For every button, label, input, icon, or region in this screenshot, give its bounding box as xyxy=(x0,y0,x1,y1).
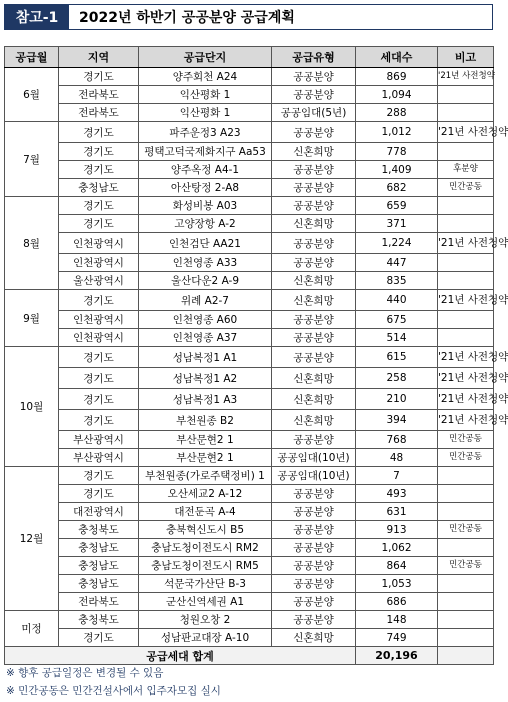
month-cell: 6월 xyxy=(5,68,59,122)
note-cell: '21년 사전청약 xyxy=(438,410,494,431)
note-cell xyxy=(438,311,494,329)
table-row xyxy=(5,521,494,539)
note-cell xyxy=(438,467,494,485)
units-cell: 1,224 xyxy=(356,233,438,254)
type-cell: 신혼희망 xyxy=(272,215,356,233)
type-cell: 신혼희망 xyxy=(272,389,356,410)
note-cell: '21년 사전청약 xyxy=(438,368,494,389)
table-row xyxy=(5,431,494,449)
type-cell: 공공분양 xyxy=(272,179,356,197)
region-cell: 충청북도 xyxy=(59,521,139,539)
type-cell: 공공분양 xyxy=(272,233,356,254)
complex-cell: 성남판교대장 A-10 xyxy=(139,629,272,647)
type-cell: 공공분양 xyxy=(272,575,356,593)
note-cell xyxy=(438,485,494,503)
table-row xyxy=(5,503,494,521)
region-cell: 경기도 xyxy=(59,389,139,410)
table-row xyxy=(5,215,494,233)
type-cell: 공공분양 xyxy=(272,86,356,104)
title-bar xyxy=(4,4,493,30)
note-cell: 후분양 xyxy=(438,161,494,179)
complex-cell: 익산평화 1 xyxy=(139,104,272,122)
note-cell xyxy=(438,86,494,104)
note-cell: '21년 사전청약 xyxy=(438,290,494,311)
region-cell: 충청남도 xyxy=(59,557,139,575)
header-month: 공급월 xyxy=(5,47,59,68)
total-note xyxy=(438,647,494,665)
units-cell: 1,094 xyxy=(356,86,438,104)
type-cell: 공공분양 xyxy=(272,161,356,179)
complex-cell: 울산다운2 A-9 xyxy=(139,272,272,290)
region-cell: 대전광역시 xyxy=(59,503,139,521)
units-cell: 148 xyxy=(356,611,438,629)
note-cell: '21년 사전청약 xyxy=(438,389,494,410)
note-cell: '21년 사전청약 xyxy=(438,347,494,368)
type-cell: 공공분양 xyxy=(272,503,356,521)
region-cell: 전라북도 xyxy=(59,593,139,611)
units-cell: 48 xyxy=(356,449,438,467)
type-cell: 공공분양 xyxy=(272,197,356,215)
table-row xyxy=(5,254,494,272)
type-cell: 공공임대(10년) xyxy=(272,467,356,485)
units-cell: 258 xyxy=(356,368,438,389)
table-row xyxy=(5,485,494,503)
units-cell: 371 xyxy=(356,215,438,233)
table-row xyxy=(5,161,494,179)
region-cell: 충청북도 xyxy=(59,611,139,629)
units-cell: 749 xyxy=(356,629,438,647)
complex-cell: 위례 A2-7 xyxy=(139,290,272,311)
note-cell xyxy=(438,611,494,629)
units-cell: 615 xyxy=(356,347,438,368)
region-cell: 경기도 xyxy=(59,215,139,233)
note-cell xyxy=(438,272,494,290)
total-row xyxy=(5,647,494,665)
table-row xyxy=(5,272,494,290)
region-cell: 충청남도 xyxy=(59,575,139,593)
units-cell: 682 xyxy=(356,179,438,197)
note-cell xyxy=(438,215,494,233)
table-row xyxy=(5,389,494,410)
region-cell: 울산광역시 xyxy=(59,272,139,290)
type-cell: 공공분양 xyxy=(272,557,356,575)
header-units: 세대수 xyxy=(356,47,438,68)
units-cell: 869 xyxy=(356,68,438,86)
page-title: 2022년 하반기 공공분양 공급계획 xyxy=(79,10,295,26)
units-cell: 1,062 xyxy=(356,539,438,557)
header-note: 비고 xyxy=(438,47,494,68)
type-cell: 공공분양 xyxy=(272,68,356,86)
complex-cell: 인천영종 A37 xyxy=(139,329,272,347)
units-cell: 210 xyxy=(356,389,438,410)
table-row xyxy=(5,629,494,647)
note-cell xyxy=(438,629,494,647)
month-cell: 10월 xyxy=(5,347,59,467)
table-row xyxy=(5,290,494,311)
type-cell: 공공분양 xyxy=(272,347,356,368)
table-row xyxy=(5,179,494,197)
note-cell: '21년 사전청약 xyxy=(438,122,494,143)
units-cell: 493 xyxy=(356,485,438,503)
units-cell: 768 xyxy=(356,431,438,449)
units-cell: 1,053 xyxy=(356,575,438,593)
month-cell: 미정 xyxy=(5,611,59,647)
table-row xyxy=(5,233,494,254)
region-cell: 경기도 xyxy=(59,347,139,368)
complex-cell: 익산평화 1 xyxy=(139,86,272,104)
units-cell: 7 xyxy=(356,467,438,485)
title-tag: 참고-1 xyxy=(5,5,69,29)
region-cell: 전라북도 xyxy=(59,104,139,122)
units-cell: 913 xyxy=(356,521,438,539)
table-row xyxy=(5,143,494,161)
note-cell: 민간공동 xyxy=(438,431,494,449)
type-cell: 공공분양 xyxy=(272,311,356,329)
complex-cell: 대전둔곡 A-4 xyxy=(139,503,272,521)
complex-cell: 군산신역세권 A1 xyxy=(139,593,272,611)
table-body xyxy=(5,68,508,647)
complex-cell: 인천검단 AA21 xyxy=(139,233,272,254)
units-cell: 835 xyxy=(356,272,438,290)
complex-cell: 평택고덕국제화지구 Aa53 xyxy=(139,143,272,161)
type-cell: 공공분양 xyxy=(272,122,356,143)
month-cell: 8월 xyxy=(5,197,59,290)
type-cell: 공공분양 xyxy=(272,611,356,629)
units-cell: 686 xyxy=(356,593,438,611)
note-cell xyxy=(438,575,494,593)
note-cell xyxy=(438,197,494,215)
supply-plan-table xyxy=(4,46,508,665)
note-cell xyxy=(438,143,494,161)
note-cell: 민간공동 xyxy=(438,449,494,467)
complex-cell: 양주옥정 A4-1 xyxy=(139,161,272,179)
region-cell: 경기도 xyxy=(59,197,139,215)
table-row xyxy=(5,539,494,557)
complex-cell: 성남복정1 A3 xyxy=(139,389,272,410)
table-row xyxy=(5,368,494,389)
region-cell: 경기도 xyxy=(59,410,139,431)
note-cell: 민간공동 xyxy=(438,179,494,197)
units-cell: 394 xyxy=(356,410,438,431)
table-row xyxy=(5,122,494,143)
complex-cell: 화성비봉 A03 xyxy=(139,197,272,215)
type-cell: 공공분양 xyxy=(272,254,356,272)
table-row xyxy=(5,68,494,86)
complex-cell: 충남도청이전도시 RM5 xyxy=(139,557,272,575)
type-cell: 신혼희망 xyxy=(272,629,356,647)
table-row xyxy=(5,557,494,575)
header-region: 지역 xyxy=(59,47,139,68)
complex-cell: 고양장항 A-2 xyxy=(139,215,272,233)
month-cell: 9월 xyxy=(5,290,59,347)
region-cell: 경기도 xyxy=(59,290,139,311)
region-cell: 경기도 xyxy=(59,368,139,389)
table-row xyxy=(5,410,494,431)
complex-cell: 인천영종 A33 xyxy=(139,254,272,272)
table-row xyxy=(5,311,494,329)
header-complex: 공급단지 xyxy=(139,47,272,68)
note-cell xyxy=(438,104,494,122)
table-row xyxy=(5,347,494,368)
type-cell: 신혼희망 xyxy=(272,410,356,431)
units-cell: 631 xyxy=(356,503,438,521)
units-cell: 1,409 xyxy=(356,161,438,179)
note-cell: '21년 사전청약 xyxy=(438,68,494,86)
region-cell: 부산광역시 xyxy=(59,449,139,467)
complex-cell: 양주회천 A24 xyxy=(139,68,272,86)
type-cell: 공공분양 xyxy=(272,593,356,611)
type-cell: 공공분양 xyxy=(272,521,356,539)
type-cell: 공공임대(10년) xyxy=(272,449,356,467)
region-cell: 충청남도 xyxy=(59,539,139,557)
region-cell: 경기도 xyxy=(59,629,139,647)
region-cell: 경기도 xyxy=(59,161,139,179)
table-row xyxy=(5,593,494,611)
note-cell xyxy=(438,503,494,521)
type-cell: 신혼희망 xyxy=(272,290,356,311)
table-row xyxy=(5,449,494,467)
complex-cell: 석문국가산단 B-3 xyxy=(139,575,272,593)
units-cell: 1,012 xyxy=(356,122,438,143)
table-row xyxy=(5,329,494,347)
complex-cell: 청원오창 2 xyxy=(139,611,272,629)
region-cell: 경기도 xyxy=(59,467,139,485)
units-cell: 440 xyxy=(356,290,438,311)
type-cell: 공공분양 xyxy=(272,431,356,449)
note-cell xyxy=(438,329,494,347)
type-cell: 공공분양 xyxy=(272,539,356,557)
type-cell: 공공임대(5년) xyxy=(272,104,356,122)
table-row xyxy=(5,197,494,215)
units-cell: 447 xyxy=(356,254,438,272)
note-cell: '21년 사전청약 xyxy=(438,233,494,254)
complex-cell: 아산탕정 2-A8 xyxy=(139,179,272,197)
month-cell: 7월 xyxy=(5,122,59,197)
units-cell: 659 xyxy=(356,197,438,215)
complex-cell: 부산문현2 1 xyxy=(139,449,272,467)
complex-cell: 성남복정1 A1 xyxy=(139,347,272,368)
table-row xyxy=(5,611,494,629)
table-header-row xyxy=(5,47,494,68)
units-cell: 675 xyxy=(356,311,438,329)
type-cell: 신혼희망 xyxy=(272,368,356,389)
complex-cell: 충북혁신도시 B5 xyxy=(139,521,272,539)
region-cell: 부산광역시 xyxy=(59,431,139,449)
complex-cell: 오산세교2 A-12 xyxy=(139,485,272,503)
note-cell xyxy=(438,593,494,611)
table-row xyxy=(5,467,494,485)
type-cell: 공공분양 xyxy=(272,329,356,347)
footnote-schedule: ※ 향후 공급일정은 변경될 수 있음 xyxy=(6,667,164,679)
region-cell: 경기도 xyxy=(59,122,139,143)
complex-cell: 인천영종 A60 xyxy=(139,311,272,329)
header-type: 공급유형 xyxy=(272,47,356,68)
units-cell: 514 xyxy=(356,329,438,347)
units-cell: 778 xyxy=(356,143,438,161)
footnote-private: ※ 민간공동은 민간건설사에서 입주자모집 실시 xyxy=(6,685,221,697)
table-row xyxy=(5,86,494,104)
type-cell: 공공분양 xyxy=(272,485,356,503)
region-cell: 인천광역시 xyxy=(59,311,139,329)
complex-cell: 파주운정3 A23 xyxy=(139,122,272,143)
complex-cell: 충남도청이전도시 RM2 xyxy=(139,539,272,557)
complex-cell: 부천원종(가로주택정비) 1 xyxy=(139,467,272,485)
type-cell: 신혼희망 xyxy=(272,143,356,161)
table-row xyxy=(5,575,494,593)
month-cell: 12월 xyxy=(5,467,59,611)
region-cell: 전라북도 xyxy=(59,86,139,104)
total-units: 20,196 xyxy=(356,647,438,665)
region-cell: 인천광역시 xyxy=(59,329,139,347)
region-cell: 경기도 xyxy=(59,68,139,86)
table-row xyxy=(5,104,494,122)
note-cell: 민간공동 xyxy=(438,521,494,539)
note-cell: 민간공동 xyxy=(438,557,494,575)
note-cell xyxy=(438,539,494,557)
note-cell xyxy=(438,254,494,272)
region-cell: 인천광역시 xyxy=(59,233,139,254)
region-cell: 경기도 xyxy=(59,143,139,161)
type-cell: 신혼희망 xyxy=(272,272,356,290)
region-cell: 인천광역시 xyxy=(59,254,139,272)
complex-cell: 부산문현2 1 xyxy=(139,431,272,449)
units-cell: 864 xyxy=(356,557,438,575)
units-cell: 288 xyxy=(356,104,438,122)
region-cell: 충청남도 xyxy=(59,179,139,197)
complex-cell: 성남복정1 A2 xyxy=(139,368,272,389)
region-cell: 경기도 xyxy=(59,485,139,503)
total-label: 공급세대 합계 xyxy=(5,647,356,665)
complex-cell: 부천원종 B2 xyxy=(139,410,272,431)
